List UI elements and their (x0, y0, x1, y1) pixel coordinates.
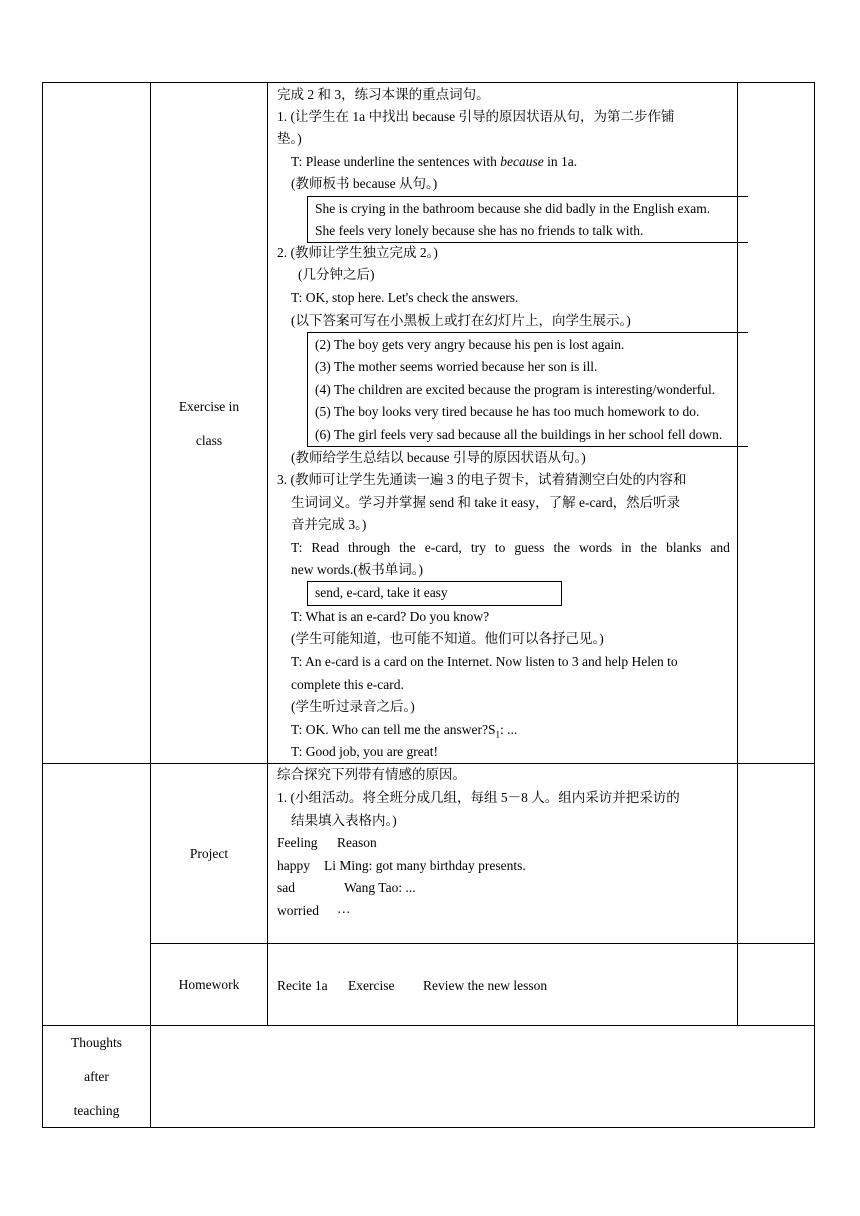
exercise-line: 完成 2 和 3，练习本课的重点词句。 (277, 87, 490, 102)
text-segment: T: OK. Who can tell me the answer?S (291, 722, 496, 737)
feeling-cell: sad (277, 880, 295, 895)
answer-line: (5) The boy looks very tired because he has too much homework to do. (315, 404, 700, 419)
table-top-border (42, 82, 815, 83)
exercise-line: (几分钟之后) (298, 267, 375, 282)
subscript: 1 (495, 729, 501, 740)
word: in (621, 540, 632, 555)
exercise-line: (以下答案可写在小黑板上或打在幻灯片上，向学生展示。) (291, 313, 631, 328)
reason-cell: Wang Tao: ... (344, 880, 416, 895)
project-line: 结果填入表格内。) (291, 813, 397, 828)
exercise-line: T: An e-card is a card on the Internet. Now listen to 3 and help Helen to (291, 654, 678, 669)
word: T: (291, 540, 303, 555)
word: the (640, 540, 658, 555)
answer-line: (3) The mother seems worried because her son is ill. (315, 359, 598, 374)
project-line: 1. (小组活动。将全班分成几组，每组 5－8 人。组内采访并把采访的 (277, 790, 680, 805)
exercise-line: T: What is an e-card? Do you know? (291, 609, 490, 624)
word: try (470, 540, 486, 555)
exercise-line: T: Good job, you are great! (291, 744, 439, 759)
reason-cell: Li Ming: got many birthday presents. (324, 858, 526, 873)
exercise-line-justified (291, 539, 730, 557)
word: to (494, 540, 506, 555)
box-sentence: She feels very lonely because she has no friends to talk with. (315, 223, 644, 238)
project-label: Project (189, 846, 229, 861)
exercise-line: 1. (让学生在 1a 中找出 because 引导的原因状语从句，为第二步作铺 (277, 109, 675, 124)
word: through (348, 540, 391, 555)
answer-line: (4) The children are excited because the program is interesting/wonderful. (315, 382, 716, 397)
col-divider-2 (267, 82, 268, 1026)
exercise-line: (教师给学生总结以 because 引导的原因状语从句。) (291, 450, 586, 465)
emphasis-because: because (500, 154, 544, 169)
reason-cell: … (337, 901, 351, 916)
exercise-line: 3. (教师可让学生先通读一遍 3 的电子贺卡，试着猜测空白处的内容和 (277, 472, 687, 487)
box-sentence: She is crying in the bathroom because she did badly in the English exam. (315, 201, 711, 216)
exercise-line: T: OK, stop here. Let's check the answers. (291, 290, 519, 305)
table-right-border (814, 82, 815, 1128)
table-left-border (42, 82, 43, 1128)
exercise-line: (学生听过录音之后。) (291, 699, 415, 714)
text-segment: : ... (500, 722, 518, 737)
row-divider-exercise-project (42, 763, 815, 764)
word: the (553, 540, 570, 555)
exercise-line: new words.(板书单词。) (291, 562, 423, 577)
word: the (399, 540, 416, 555)
exercise-line: 生词词义。学习并掌握 send 和 take it easy，了解 e-card，然后听录 (291, 495, 681, 510)
text-segment: in 1a. (543, 154, 578, 169)
new-words-text: send, e-card, take it easy (315, 585, 448, 600)
word: words (578, 540, 612, 555)
feeling-header: Feeling (277, 835, 318, 850)
project-line: 综合探究下列带有情感的原因。 (277, 767, 466, 782)
exercise-line: complete this e-card. (291, 677, 404, 692)
word: blanks (666, 540, 702, 555)
word: and (710, 540, 730, 555)
thoughts-line: teaching (73, 1103, 120, 1118)
homework-item: Recite 1a (277, 978, 328, 993)
thoughts-line: Thoughts (70, 1035, 122, 1050)
homework-item: Review the new lesson (423, 978, 548, 993)
word: e-card, (424, 540, 462, 555)
exercise-label (151, 390, 267, 458)
answer-line: (6) The girl feels very sad because all the buildings in her school fell down. (315, 427, 723, 442)
exercise-line: 音并完成 3。) (291, 517, 367, 532)
exercise-line-answer (291, 721, 517, 744)
exercise-label-line2: class (195, 433, 223, 448)
exercise-line: (教师板书 because 从句。) (291, 176, 438, 191)
thoughts-label (43, 1026, 150, 1128)
exercise-line: 2. (教师让学生独立完成 2。) (277, 245, 438, 260)
word: Read (311, 540, 340, 555)
exercise-label-line1: Exercise in (178, 399, 240, 414)
homework-item: Exercise (348, 978, 395, 993)
word: guess (514, 540, 545, 555)
row-divider-homework-thoughts (42, 1025, 815, 1026)
exercise-line: (学生可能知道，也可能不知道。他们可以各抒己见。) (291, 631, 604, 646)
blackboard-box-1 (307, 196, 748, 243)
exercise-line-underline-instruction (291, 153, 577, 171)
answer-line: (2) The boy gets very angry because his pen is lost again. (315, 337, 625, 352)
text-segment: T: Please underline the sentences with (291, 154, 501, 169)
table-bottom-border (42, 1127, 815, 1128)
row-divider-project-homework (150, 943, 815, 944)
exercise-line: 垫。) (277, 131, 302, 146)
homework-label: Homework (178, 977, 240, 992)
thoughts-line: after (84, 1069, 109, 1084)
feeling-cell: worried (277, 903, 319, 918)
answers-box (307, 332, 748, 447)
feeling-cell: happy (277, 858, 310, 873)
reason-header: Reason (337, 835, 377, 850)
new-words-box (307, 581, 562, 606)
